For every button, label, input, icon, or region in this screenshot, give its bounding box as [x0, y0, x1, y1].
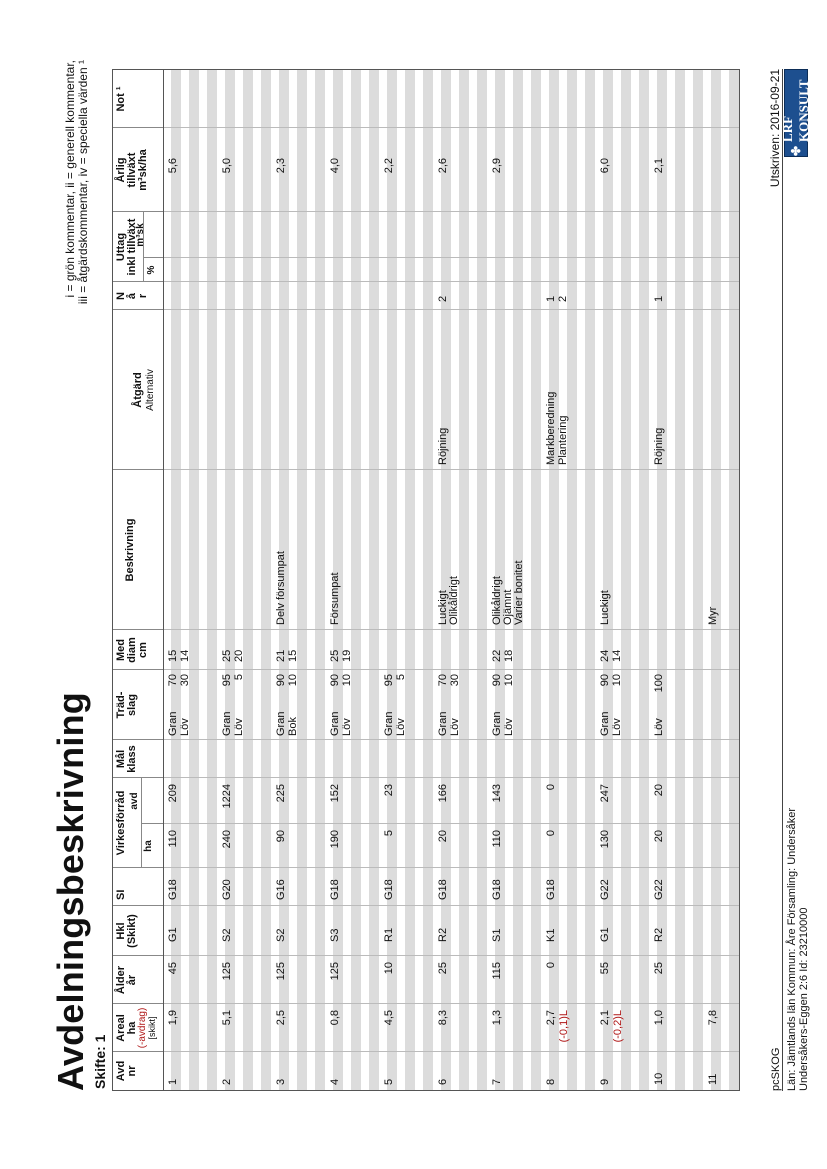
- nar-value: 2: [557, 295, 569, 302]
- si-value: G20: [221, 879, 233, 900]
- tree-species-pct: 70: [437, 674, 449, 687]
- alder-ar: 25: [653, 962, 665, 975]
- footer-line-1: Län: Jämtlands län Kommun: Åre Församling: Undersåker: [786, 807, 798, 1091]
- tree-species: Gran: [329, 711, 341, 736]
- col-hkl: Hkl (Skikt): [115, 914, 138, 948]
- avd-nr: 4: [329, 1078, 341, 1085]
- virke-avd: 166: [437, 784, 449, 803]
- tree-species: Gran: [275, 711, 287, 736]
- hkl-value: S2: [275, 928, 287, 942]
- atgard-line: Röjning: [653, 427, 665, 465]
- nar-value: 1: [653, 295, 665, 302]
- lrf-konsult-logo: [780, 69, 811, 157]
- footer-location: [786, 808, 810, 1091]
- table-row: [707, 70, 740, 1090]
- virke-avd: 152: [329, 784, 341, 803]
- avd-nr: 7: [491, 1078, 503, 1085]
- col-atgard-sub: Alternativ: [145, 369, 156, 411]
- tree-species-pct: 90: [491, 674, 503, 687]
- virke-avd: 1224: [221, 784, 233, 809]
- tree-species: Gran: [383, 711, 395, 736]
- med-diam: 25: [329, 649, 341, 662]
- hkl-value: R2: [437, 927, 449, 942]
- avd-nr: 5: [383, 1078, 395, 1085]
- table-header: [113, 70, 164, 1090]
- header-divider: [113, 281, 163, 282]
- med-diam: 25: [221, 649, 233, 662]
- tree-species: Löv: [179, 718, 191, 736]
- med-diam: 15: [287, 649, 299, 662]
- tree-species: Löv: [233, 718, 245, 736]
- virke-ha: 110: [491, 830, 503, 848]
- stand-table: [112, 69, 740, 1091]
- software-name: pcSKOG: [770, 1047, 782, 1091]
- beskrivning-line: Olikåldrigt: [448, 576, 460, 625]
- tree-species: Bok: [287, 717, 299, 736]
- virke-avd: 143: [491, 784, 503, 803]
- areal-ha: 8,3: [437, 1010, 449, 1026]
- header-divider: [113, 127, 163, 128]
- alder-ar: 10: [383, 962, 395, 975]
- col-virke-ha: ha: [143, 840, 154, 852]
- tree-species: Löv: [449, 718, 461, 736]
- legend-line-1: i = grön kommentar, ii = generell kommentar,: [63, 60, 77, 298]
- print-date: Utskriven: 2016-09-21: [768, 69, 782, 188]
- header-divider: [113, 777, 163, 778]
- arlig-tillvaxt: 2,3: [275, 158, 287, 174]
- med-diam: 14: [179, 649, 191, 662]
- arlig-tillvaxt: 2,9: [491, 158, 503, 174]
- arlig-tillvaxt: 2,6: [437, 158, 449, 174]
- tree-species-pct: 90: [275, 674, 287, 687]
- col-uttag: Uttag inkl tillväxt: [115, 218, 138, 276]
- col-nar: N å r: [115, 292, 149, 300]
- tree-species-pct: 10: [611, 674, 623, 687]
- virke-avd: 20: [653, 784, 665, 797]
- nar-value: 2: [437, 295, 449, 302]
- hkl-value: S3: [329, 928, 341, 942]
- alder-ar: 25: [437, 962, 449, 975]
- page-title: Avdelningsbeskrivning: [50, 692, 91, 1091]
- comment-legend: [64, 60, 90, 304]
- si-value: G22: [653, 879, 665, 900]
- areal-ha: 1,9: [167, 1010, 179, 1026]
- uttag-subline: [143, 212, 144, 282]
- virke-ha: 240: [221, 830, 233, 849]
- tree-species: Löv: [341, 718, 353, 736]
- tree-species-pct: 90: [599, 674, 611, 687]
- alder-ar: 55: [599, 962, 611, 975]
- arlig-tillvaxt: 5,6: [167, 158, 179, 174]
- med-diam: 15: [167, 649, 179, 662]
- col-uttag-m3: m³sk: [135, 223, 146, 247]
- page-subtitle: Skifte: 1: [92, 1034, 108, 1089]
- si-value: G18: [167, 879, 179, 900]
- tree-species: Gran: [599, 711, 611, 736]
- footer-line-2: Undersåkers-Eggen 2:6 Id: 23210000: [798, 907, 810, 1091]
- header-divider: [113, 629, 163, 630]
- si-value: G18: [437, 879, 449, 900]
- avd-nr: 6: [437, 1078, 449, 1085]
- hkl-value: K1: [545, 928, 557, 942]
- areal-ha: 2,7: [545, 1010, 557, 1026]
- med-diam: 21: [275, 649, 287, 662]
- col-atgard: Åtgärd: [132, 372, 144, 408]
- col-tradslag: Träd- slag: [115, 691, 138, 719]
- alder-ar: 45: [167, 962, 179, 975]
- avd-nr: 11: [707, 1073, 719, 1085]
- areal-avdrag: (-0,1)L: [558, 1010, 570, 1043]
- atgard-line: Markberedning: [545, 391, 557, 465]
- col-uttag-pct: %: [146, 265, 157, 275]
- header-divider: [113, 309, 163, 310]
- atgard-line: Plantering: [557, 415, 569, 465]
- virke-ha: 20: [437, 830, 449, 843]
- arlig-tillvaxt: 6,0: [599, 158, 611, 174]
- si-value: G16: [275, 879, 287, 900]
- areal-ha: 1,0: [653, 1010, 665, 1026]
- tree-species-pct: 10: [287, 674, 299, 687]
- beskrivning-line: Olikåldrigt: [491, 576, 503, 625]
- tree-species-pct: 30: [179, 674, 191, 687]
- hkl-value: G1: [599, 927, 611, 942]
- header-divider: [113, 867, 163, 868]
- areal-ha: 7,8: [707, 1010, 719, 1026]
- header-divider: [113, 1003, 163, 1004]
- areal-ha: 2,1: [599, 1010, 611, 1026]
- nar-value: 1: [545, 295, 557, 302]
- tree-species: Löv: [503, 718, 515, 736]
- tree-species: Löv: [653, 718, 665, 736]
- alder-ar: 125: [275, 962, 287, 981]
- virke-ha: 110: [167, 830, 179, 848]
- med-diam: 24: [599, 649, 611, 662]
- virke-avd: 209: [167, 784, 179, 803]
- areal-avdrag: (-0,2)L: [612, 1010, 624, 1043]
- hkl-value: G1: [167, 927, 179, 942]
- virke-avd: 247: [599, 784, 611, 803]
- tree-species: Löv: [395, 718, 407, 736]
- hkl-value: R1: [383, 927, 395, 942]
- beskrivning-line: Delv försumpat: [275, 551, 287, 625]
- virke-avd: 0: [545, 784, 557, 791]
- hkl-value: S2: [221, 928, 233, 942]
- hkl-value: R2: [653, 927, 665, 942]
- col-avd: Avd nr: [115, 1060, 138, 1082]
- tree-species-pct: 95: [221, 674, 233, 687]
- beskrivning-line: Luckigt: [437, 590, 449, 625]
- si-value: G18: [491, 879, 503, 900]
- avd-nr: 10: [653, 1072, 665, 1085]
- header-divider: [113, 955, 163, 956]
- col-med-diam: Med diam cm: [115, 637, 149, 663]
- tree-species-pct: 95: [383, 674, 395, 687]
- col-virke: Virkesförråd: [115, 790, 127, 856]
- virke-ha: 190: [329, 830, 341, 849]
- alder-ar: 125: [329, 962, 341, 981]
- header-divider: [113, 905, 163, 906]
- tree-species-pct: 10: [341, 674, 353, 687]
- areal-ha: 2,5: [275, 1010, 287, 1026]
- virke-avd: 23: [383, 784, 395, 797]
- legend-line-2: iii = åtgärdskommentar, iv = speciella värden ¹: [76, 60, 90, 305]
- col-areal-sub1: (-avdrag): [137, 1007, 148, 1049]
- avd-nr: 8: [545, 1078, 557, 1085]
- med-diam: 19: [341, 649, 353, 662]
- col-arlig-tillvaxt: Årlig tillväxt m³sk/ha: [115, 149, 149, 191]
- logo-text: LRF KONSULT: [780, 79, 811, 142]
- alder-ar: 115: [491, 962, 503, 980]
- med-diam: 14: [611, 649, 623, 662]
- beskrivning-line: Ojämnt: [502, 589, 514, 625]
- col-beskrivning: Beskrivning: [124, 518, 136, 582]
- header-divider: [113, 1051, 163, 1052]
- header-divider: [113, 739, 163, 740]
- col-alder: Ålder år: [115, 965, 138, 995]
- alder-ar: 125: [221, 962, 233, 981]
- footer-divider: [782, 69, 783, 1091]
- med-diam: 22: [491, 649, 503, 662]
- areal-ha: 5,1: [221, 1010, 233, 1026]
- avd-nr: 9: [599, 1078, 611, 1085]
- beskrivning-line: Försumpat: [329, 572, 341, 625]
- tree-species: Gran: [167, 711, 179, 736]
- clover-icon: ✤: [788, 145, 803, 156]
- col-areal: Areal ha: [115, 1014, 138, 1042]
- arlig-tillvaxt: 4,0: [329, 158, 341, 174]
- header-divider: [113, 669, 163, 670]
- si-value: G18: [383, 879, 395, 900]
- si-value: G18: [329, 879, 341, 900]
- alder-ar: 0: [545, 962, 557, 969]
- tree-species-pct: 10: [503, 674, 515, 687]
- med-diam: 18: [503, 649, 515, 662]
- col-si: SI: [115, 889, 127, 900]
- arlig-tillvaxt: 2,1: [653, 158, 665, 174]
- si-value: G22: [599, 879, 611, 900]
- tree-species: Löv: [611, 718, 623, 736]
- header-divider: [113, 211, 163, 212]
- avd-nr: 3: [275, 1078, 287, 1085]
- col-virke-avd: avd: [129, 792, 140, 810]
- virke-ha: 5: [383, 830, 395, 837]
- virke-ha: 0: [545, 830, 557, 837]
- virke-ha: 90: [275, 830, 287, 843]
- tree-species: Gran: [437, 711, 449, 736]
- areal-ha: 4,5: [383, 1010, 395, 1026]
- arlig-tillvaxt: 5,0: [221, 158, 233, 174]
- beskrivning-line: Luckigt: [599, 590, 611, 625]
- beskrivning-line: Myr: [707, 606, 719, 625]
- tree-species: Gran: [491, 711, 503, 736]
- arlig-tillvaxt: 2,2: [383, 158, 395, 174]
- virke-avd: 225: [275, 784, 287, 803]
- col-areal-sub2: [skikt]: [147, 1016, 157, 1040]
- avd-nr: 1: [167, 1078, 179, 1085]
- header-divider: [113, 469, 163, 470]
- header-divider: [141, 823, 163, 824]
- areal-ha: 1,3: [491, 1010, 503, 1026]
- hkl-value: S1: [491, 928, 503, 942]
- areal-ha: 0,8: [329, 1010, 341, 1026]
- tree-species-pct: 90: [329, 674, 341, 687]
- tree-species-pct: 70: [167, 674, 179, 687]
- tree-species-pct: 5: [233, 674, 245, 681]
- tree-species-pct: 5: [395, 674, 407, 681]
- virke-ha: 130: [599, 830, 611, 849]
- tree-species-pct: 100: [653, 674, 665, 693]
- atgard-line: Röjning: [437, 427, 449, 465]
- col-not: Not ¹: [115, 86, 127, 112]
- si-value: G18: [545, 879, 557, 900]
- beskrivning-line: Varier bonitet: [513, 560, 525, 625]
- tree-species-pct: 30: [449, 674, 461, 687]
- header-divider: [143, 257, 163, 258]
- col-mal: Mål klass: [115, 745, 138, 773]
- tree-species: Gran: [221, 711, 233, 736]
- med-diam: 20: [233, 649, 245, 662]
- avd-nr: 2: [221, 1078, 233, 1085]
- virke-ha: 20: [653, 830, 665, 843]
